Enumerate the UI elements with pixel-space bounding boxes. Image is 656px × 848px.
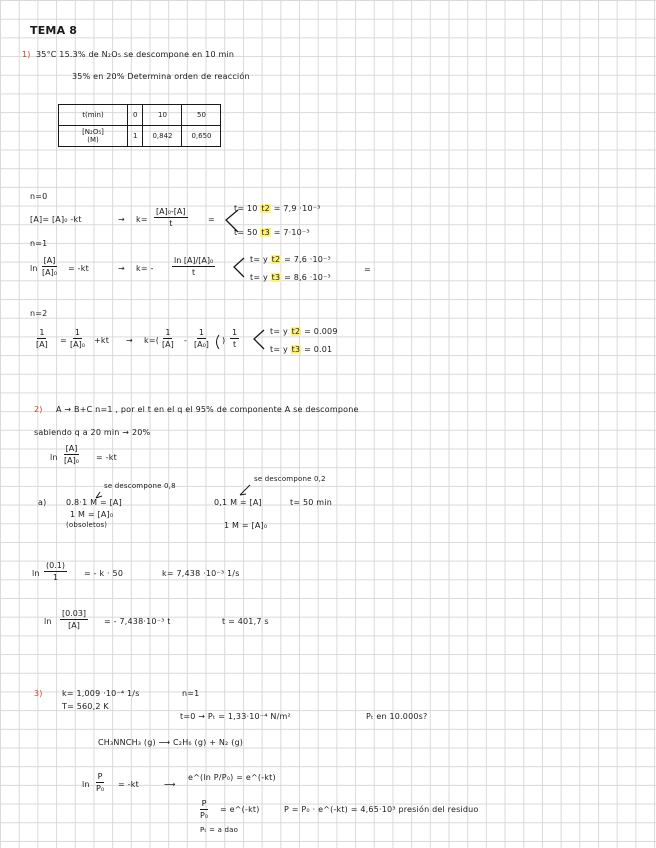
- fraction-denominator: [A]: [36, 340, 48, 349]
- fraction-denominator: t: [169, 219, 173, 228]
- order-zero-case-1: [234, 204, 321, 213]
- order-one-fraction: [40, 256, 59, 277]
- order-zero-k-fraction: [154, 207, 188, 228]
- case-text: t= y: [270, 345, 288, 354]
- item-b-eq-1: 0,1 M = [A]: [214, 498, 262, 507]
- highlighted-time: t2: [291, 327, 301, 336]
- problem-3-question: Pₜ en 10.000s?: [366, 712, 428, 721]
- order-one-rhs: = -kt: [68, 264, 89, 273]
- problem-3-ratio-fraction: [198, 799, 210, 820]
- case-text: t= 50: [234, 228, 258, 237]
- order-two-label: n=2: [30, 309, 48, 318]
- close-paren: ): [222, 336, 226, 345]
- problem-3-pressure-fraction: [94, 772, 106, 793]
- problem-2-ln2-rhs: = - k · 50: [84, 569, 124, 578]
- fraction-numerator: 1: [165, 328, 171, 337]
- fraction-denominator: P₀: [200, 811, 209, 820]
- order-one-k-fraction: [172, 256, 215, 277]
- fraction-denominator: [A]₀: [70, 340, 85, 349]
- table-cell: 1: [128, 126, 143, 147]
- table-cell: [59, 126, 128, 147]
- fraction-numerator: P: [201, 799, 207, 808]
- fraction-denominator: [A]: [162, 340, 174, 349]
- minus-sign: -: [184, 336, 188, 345]
- problem-3-rate-constant: k= 1,009 ·10⁻⁴ 1/s: [62, 689, 140, 698]
- fraction-denominator: [A]₀: [42, 268, 57, 277]
- fraction-denominator: [A]₀: [64, 456, 79, 465]
- table-cell-bottom: (M): [87, 136, 99, 144]
- case-text: t= 10: [234, 204, 258, 213]
- problem-3-ln-rhs: = -kt: [118, 780, 139, 789]
- case-value: = 7,9 ·10⁻³: [273, 204, 321, 213]
- order-two-time-fraction: [230, 328, 239, 349]
- case-value: = 0.009: [304, 327, 338, 336]
- problem-3-temperature: T= 560,2 K: [62, 702, 109, 711]
- ln-symbol: ln: [82, 780, 90, 789]
- table-cell: 50: [182, 105, 221, 126]
- concentration-table: [58, 104, 221, 147]
- fraction-numerator: [A]₀-[A]: [156, 207, 186, 216]
- order-two-k-fraction-1: [160, 328, 176, 349]
- ln-symbol: ln: [30, 264, 38, 273]
- item-b-eq-2: 1 M = [A]₀: [224, 521, 268, 530]
- fraction-denominator: t: [192, 268, 196, 277]
- fraction-denominator: 1: [52, 573, 59, 582]
- case-text: t= y: [250, 255, 268, 264]
- note-decomposes-right: se descompone 0,2: [254, 475, 326, 483]
- order-two-lhs-fraction: [34, 328, 50, 349]
- order-two-rhs-fraction: [68, 328, 87, 349]
- problem-1-number: 1): [22, 50, 31, 59]
- fraction-numerator: (0.1): [46, 561, 65, 570]
- fraction-denominator: P₀: [96, 784, 105, 793]
- problem-3-initial-pressure: t=0 → Pₜ = 1,33·10⁻⁴ N/m²: [180, 712, 291, 721]
- fraction-denominator: t: [232, 340, 237, 349]
- problem-2-number: 2): [34, 405, 43, 414]
- order-zero-case-2: [234, 228, 310, 237]
- arrow-icon: ⟶: [164, 780, 176, 789]
- problem-2-rate-constant: k= 7,438 ·10⁻³ 1/s: [162, 569, 240, 578]
- table-row: [59, 105, 221, 126]
- equals-sign: =: [208, 215, 215, 224]
- table-row: [59, 126, 221, 147]
- arrow-icon: →: [118, 215, 125, 224]
- case-text: t= y: [250, 273, 268, 282]
- order-one-case-2: [250, 273, 331, 282]
- item-a-eq-2: 1 M = [A]₀: [70, 510, 114, 519]
- fraction-numerator: 1: [198, 328, 204, 337]
- fraction-numerator: P: [97, 772, 103, 781]
- order-two-plus-kt: +kt: [94, 336, 110, 345]
- case-text: t= y: [270, 327, 288, 336]
- case-value: = 0.01: [304, 345, 333, 354]
- fraction-numerator: [A]: [43, 256, 56, 265]
- ln-symbol: ln: [50, 453, 58, 462]
- fraction-numerator: [A]: [65, 444, 78, 453]
- arrow-icon: →: [118, 264, 125, 273]
- item-a-note: (obsoletos): [66, 521, 108, 529]
- note-decomposes-left: se descompone 0,8: [104, 482, 176, 490]
- page-title: TEMA 8: [30, 24, 78, 37]
- order-two-k-fraction-2: [192, 328, 211, 349]
- equals-sign: =: [364, 265, 371, 274]
- highlighted-time: t3: [271, 273, 281, 282]
- item-a-eq-1: 0.8·1 M = [A]: [66, 498, 122, 507]
- case-value: = 8,6 ·10⁻³: [284, 273, 331, 282]
- problem-2-statement: A → B+C n=1 , por el t en el q el 95% de componente A se descompone: [56, 405, 359, 414]
- problem-3-exponential: e^(ln P/P₀) = e^(-kt): [188, 773, 276, 782]
- problem-2-ln-fraction: [62, 444, 81, 465]
- problem-2-ln2-fraction: [44, 561, 67, 582]
- table-cell: 0: [128, 105, 143, 126]
- order-zero-equation: [A]= [A]₀ -kt: [30, 215, 82, 224]
- fraction-numerator: 1: [232, 328, 238, 337]
- problem-2-ln3-fraction: [60, 609, 88, 630]
- fraction-numerator: [0.03]: [62, 609, 87, 618]
- problem-3-reaction: CH₃NNCH₃ (g) ⟶ C₂H₆ (g) + N₂ (g): [98, 738, 244, 747]
- order-two-k-prefix: k=(: [144, 336, 160, 345]
- problem-3-result: P = P₀ · e^(-kt) = 4,65·10³ presión del residuo: [284, 805, 479, 814]
- order-zero-k-prefix: k=: [136, 215, 148, 224]
- table-cell: 0,842: [143, 126, 182, 147]
- problem-2-given: sabiendo q a 20 min → 20%: [34, 428, 151, 437]
- problem-1-statement: 35°C 15.3% de N₂O₅ se descompone en 10 min: [36, 50, 235, 59]
- fraction-numerator: 1: [39, 328, 45, 337]
- arrow-icon: →: [126, 336, 133, 345]
- case-value: = 7·10⁻³: [273, 228, 310, 237]
- problem-3-order: n=1: [182, 689, 200, 698]
- order-one-k-prefix: k= -: [136, 264, 154, 273]
- item-b-time: t= 50 min: [290, 498, 332, 507]
- order-one-case-1: [250, 255, 331, 264]
- highlighted-time: t3: [291, 345, 301, 354]
- item-a-label: a): [38, 498, 47, 507]
- table-cell-top: [N₂O₅]: [82, 128, 104, 136]
- problem-2-ln3-rhs: = - 7,438·10⁻³ t: [104, 617, 171, 626]
- equals-sign: =: [60, 336, 67, 345]
- fraction-numerator: 1: [74, 328, 80, 337]
- case-value: = 7,6 ·10⁻³: [284, 255, 331, 264]
- problem-3-number: 3): [34, 689, 43, 698]
- order-two-case-1: [270, 327, 338, 336]
- fraction-denominator: [A₀]: [194, 340, 209, 349]
- problem-3-bottom-note: Pₜ = a dao: [200, 826, 239, 834]
- problem-2-result-time: t = 401,7 s: [222, 617, 269, 626]
- problem-1-question: 35% en 20% Determina orden de reacción: [72, 72, 250, 81]
- order-zero-label: n=0: [30, 192, 48, 201]
- table-cell: 0,650: [182, 126, 221, 147]
- fraction-numerator: ln [A]/[A]₀: [174, 256, 214, 265]
- highlighted-time: t2: [271, 255, 281, 264]
- fraction-denominator: [A]: [68, 621, 80, 630]
- table-cell: t(min): [59, 105, 128, 126]
- problem-2-ln-rhs: = -kt: [96, 453, 117, 462]
- order-one-label: n=1: [30, 239, 48, 248]
- order-two-case-2: [270, 345, 332, 354]
- problem-3-ratio-rhs: = e^(-kt): [220, 805, 260, 814]
- highlighted-time: t2: [261, 204, 270, 213]
- table-cell: 10: [143, 105, 182, 126]
- ln-symbol: ln: [32, 569, 40, 578]
- ln-symbol: ln: [44, 617, 52, 626]
- highlighted-time: t3: [261, 228, 270, 237]
